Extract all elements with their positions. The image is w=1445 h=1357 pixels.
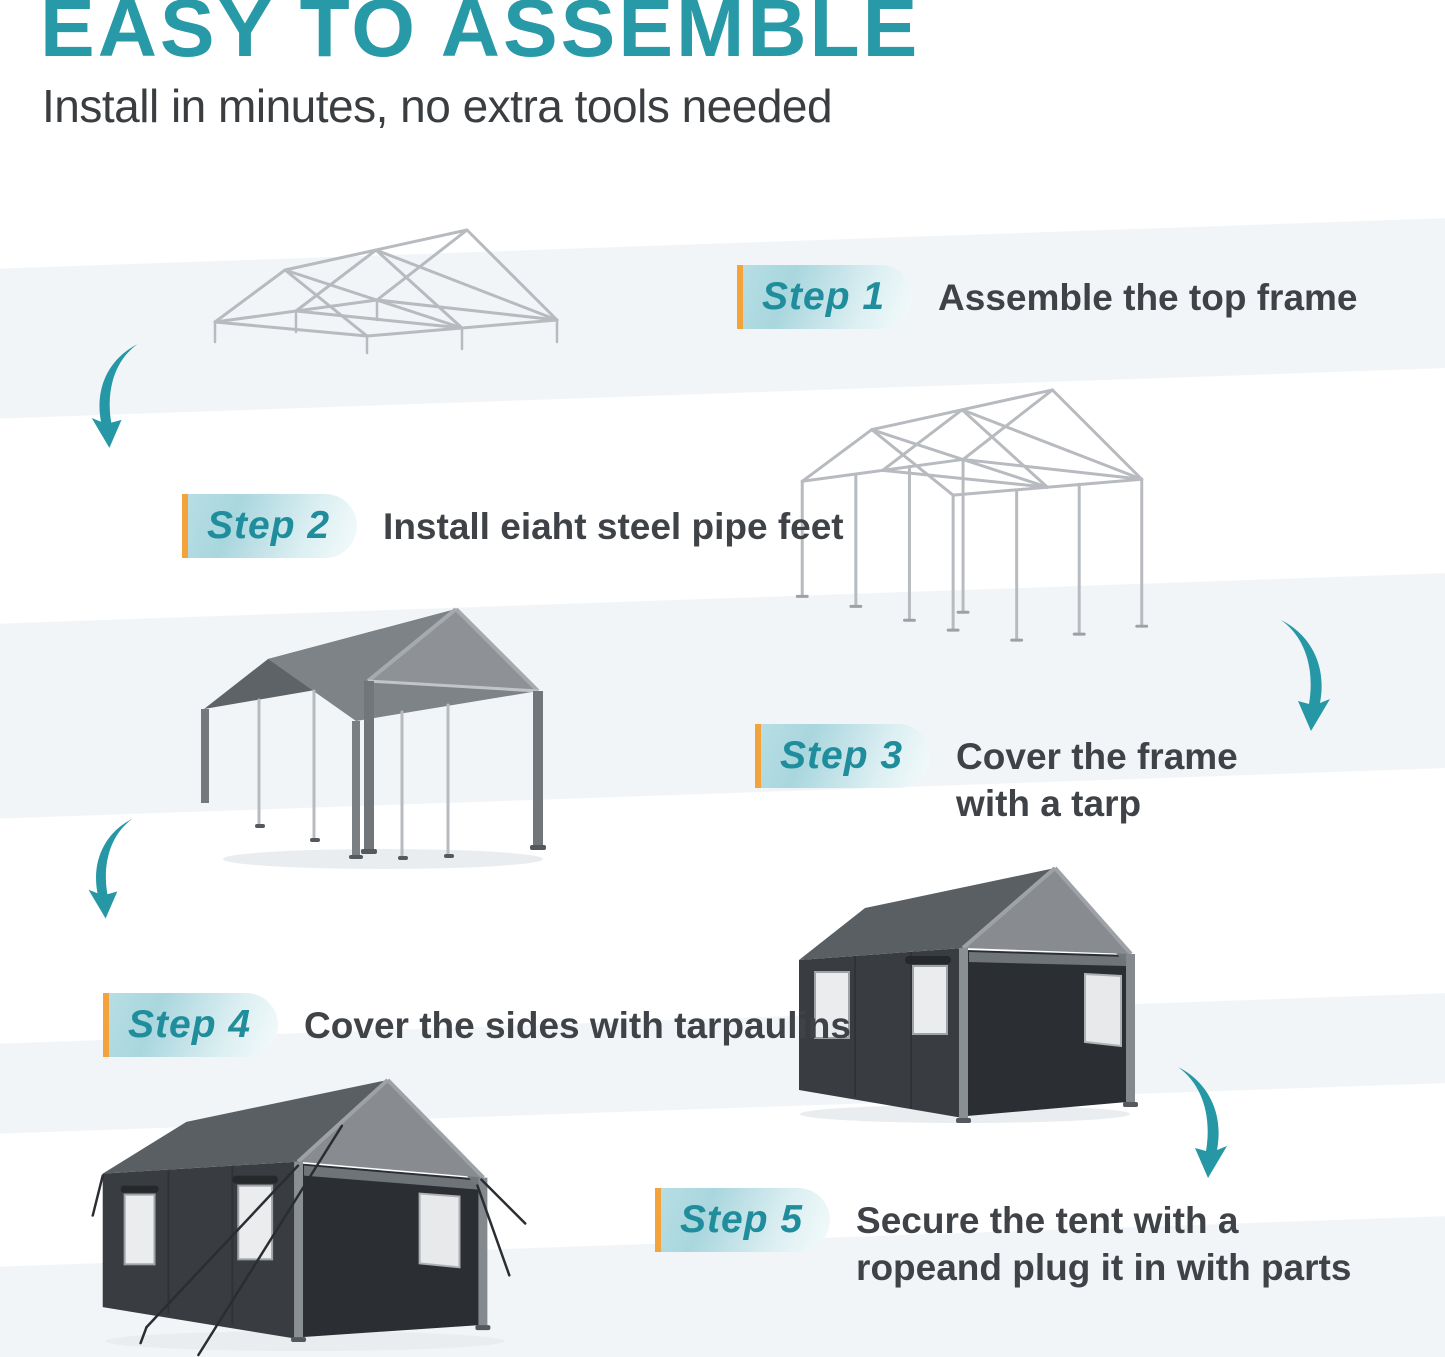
step-4-row [103, 993, 851, 1057]
curved-arrow-down-icon [1275, 614, 1335, 738]
curved-arrow-down-icon [1172, 1062, 1232, 1184]
page-title: EASY TO ASSEMBLE [40, 0, 921, 74]
step-3-badge [755, 724, 930, 788]
step-3-label: Step 3 [780, 734, 904, 777]
step-2-row [182, 494, 844, 558]
step-2-badge [182, 494, 357, 558]
step-5-badge [655, 1188, 830, 1252]
step-5-pill [661, 1188, 830, 1252]
step-2-label: Step 2 [207, 504, 331, 547]
step-4-pill [109, 993, 278, 1057]
step-3-row [755, 724, 1238, 827]
step-5-label: Step 5 [680, 1198, 804, 1241]
step-4-text: Cover the sides with tarpaulins [304, 1005, 851, 1046]
step-5-row [655, 1188, 1351, 1291]
step-3-pill [761, 724, 930, 788]
page-subtitle: Install in minutes, no extra tools needed [42, 80, 833, 132]
step-4-badge [103, 993, 278, 1057]
step-2-text: Install eiaht steel pipe feet [383, 506, 844, 547]
step-3-illustration-roof-tarp [198, 597, 563, 877]
step-1-pill [743, 265, 912, 329]
step-1-text: Assemble the top frame [938, 277, 1358, 318]
step-2-illustration-frame-with-legs [792, 380, 1150, 653]
step-1-illustration-roof-frame [205, 220, 565, 355]
step-4-label: Step 4 [128, 1003, 252, 1046]
step-1-label: Step 1 [762, 275, 886, 318]
step-5-text: Secure the tent with a ropeand plug it in with parts [856, 1200, 1352, 1288]
curved-arrow-down-icon [84, 812, 138, 926]
step-1-badge [737, 265, 912, 329]
curved-arrow-down-icon [87, 338, 143, 455]
step-2-pill [188, 494, 357, 558]
step-3-text: Cover the frame with a tarp [956, 736, 1238, 824]
step-5-illustration-secured-tent [90, 1068, 530, 1357]
step-1-row [737, 265, 1358, 329]
